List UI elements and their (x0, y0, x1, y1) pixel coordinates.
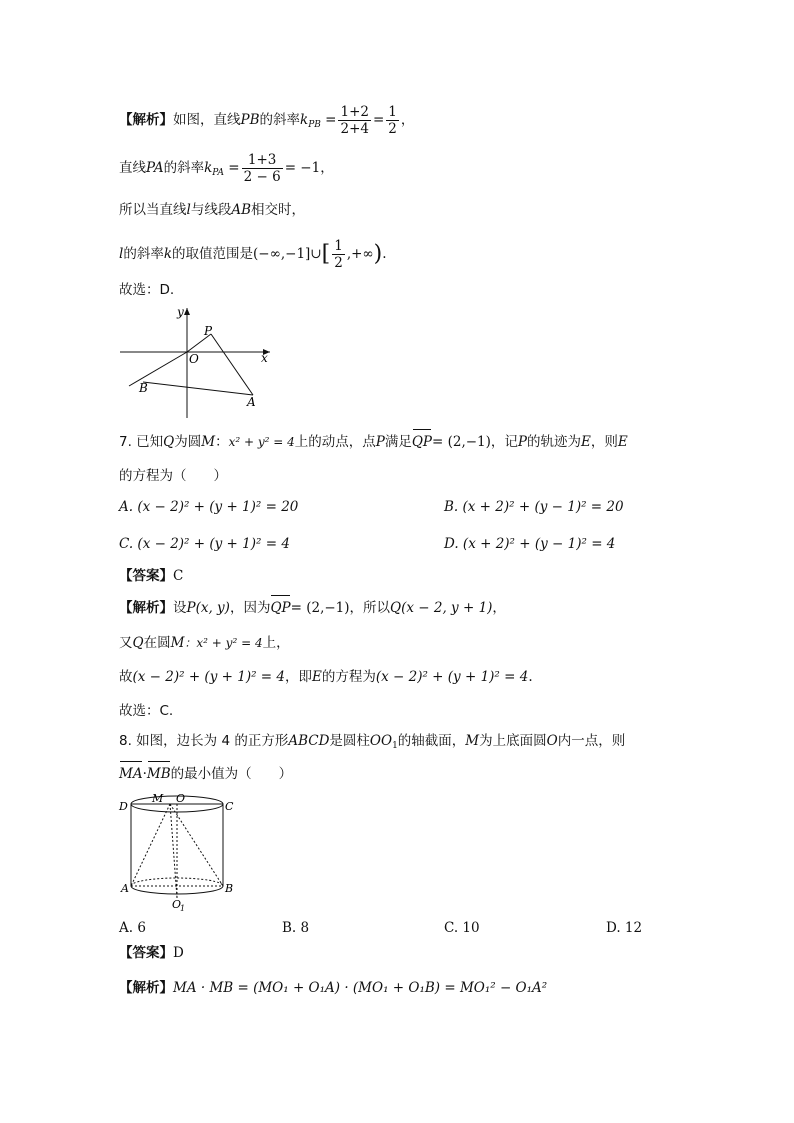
q7-sol-line2: 又Q在圆M：x² + y² = 4上， (119, 635, 290, 651)
q7-line2: 的方程为（ ） (119, 468, 227, 484)
label-d: D (119, 800, 128, 813)
q7-line1: 7. 已知Q为圆M：x² + y² = 4上的动点，点P满足QP= (2,−1)，记P的轨迹为E，则E (119, 434, 628, 450)
q7-sol-line3: 故(x − 2)² + (y + 1)² = 4，即E的方程为(x − 2)² + (y + 1)² = 4. (119, 669, 533, 685)
label-b: B (225, 882, 234, 895)
q7-option-a[interactable]: A. (x − 2)² + (y + 1)² = 20 (119, 499, 299, 515)
fraction: $\frac{1+3}{2 - 6}$ (243, 152, 281, 185)
q8-option-c[interactable]: C. 10 (444, 920, 480, 936)
figure-q8-cylinder (115, 790, 245, 912)
label-m: M (152, 792, 164, 805)
fraction: $\frac{1}{2}$ (388, 104, 397, 137)
label-y: y (177, 305, 184, 319)
q7-sol-answer: 故选：C. (119, 703, 174, 719)
label-o: O (189, 352, 199, 366)
fraction: $\frac{1}{2}$ (334, 238, 343, 271)
sol6-line2: 直线PA的斜率$k_{PA}$ = $\frac{1+3}{2 - 6}$ = −1， (119, 152, 334, 185)
q7-option-c[interactable]: C. (x − 2)² + (y + 1)² = 4 (119, 536, 290, 552)
label-a: A (247, 395, 256, 409)
q8-option-d[interactable]: D. 12 (606, 920, 643, 936)
figure-q6 (115, 300, 285, 420)
q8-answer: 【答案】D (119, 945, 184, 961)
fraction: $\frac{1+2}{2+4}$ (340, 104, 369, 137)
label-b: B (139, 381, 148, 395)
q7-sol-line1: 【解析】设P(x, y)，因为QP= (2,−1)，所以Q(x − 2, y + 1)， (119, 600, 506, 616)
sol6-line4: l的斜率k的取值范围是(−∞,−1]∪[ $\frac{1}{2}$ ,+∞). (119, 238, 387, 271)
q7-option-d[interactable]: D. (x + 2)² + (y − 1)² = 4 (444, 536, 616, 552)
q8-line1: 8. 如图，边长为 4 的正方形ABCD是圆柱$OO_1$的轴截面，M为上底面圆O内一点，则 (119, 733, 626, 751)
q7-option-b[interactable]: B. (x + 2)² + (y − 1)² = 20 (444, 499, 624, 515)
q8-line2: MA·MB的最小值为（ ） (119, 766, 293, 782)
q8-option-a[interactable]: A. 6 (119, 920, 146, 936)
label-a: A (121, 882, 129, 895)
sol6-answer: 故选：D. (119, 282, 175, 298)
analysis-tag: 【解析】 (119, 112, 173, 128)
q8-sol-line1: 【解析】MA · MB = (MO₁ + O₁A) · (MO₁ + O₁B) = MO₁² − O₁A² (119, 980, 548, 996)
sol6-line1: 【解析】如图，直线PB的斜率$k_{PB}$ = $\frac{1+2}{2+4}$ = $\frac{1}{2}$ ， (119, 104, 415, 137)
q8-option-b[interactable]: B. 8 (282, 920, 310, 936)
label-p: P (204, 324, 213, 338)
label-c: C (225, 800, 234, 813)
q7-answer: 【答案】C (119, 568, 184, 584)
label-x: x (261, 351, 268, 365)
label-o1-sub: 1 (180, 904, 186, 912)
label-o1: O (172, 898, 182, 911)
sol6-line3: 所以当直线l与线段AB相交时， (119, 202, 305, 218)
label-o: O (176, 792, 186, 805)
